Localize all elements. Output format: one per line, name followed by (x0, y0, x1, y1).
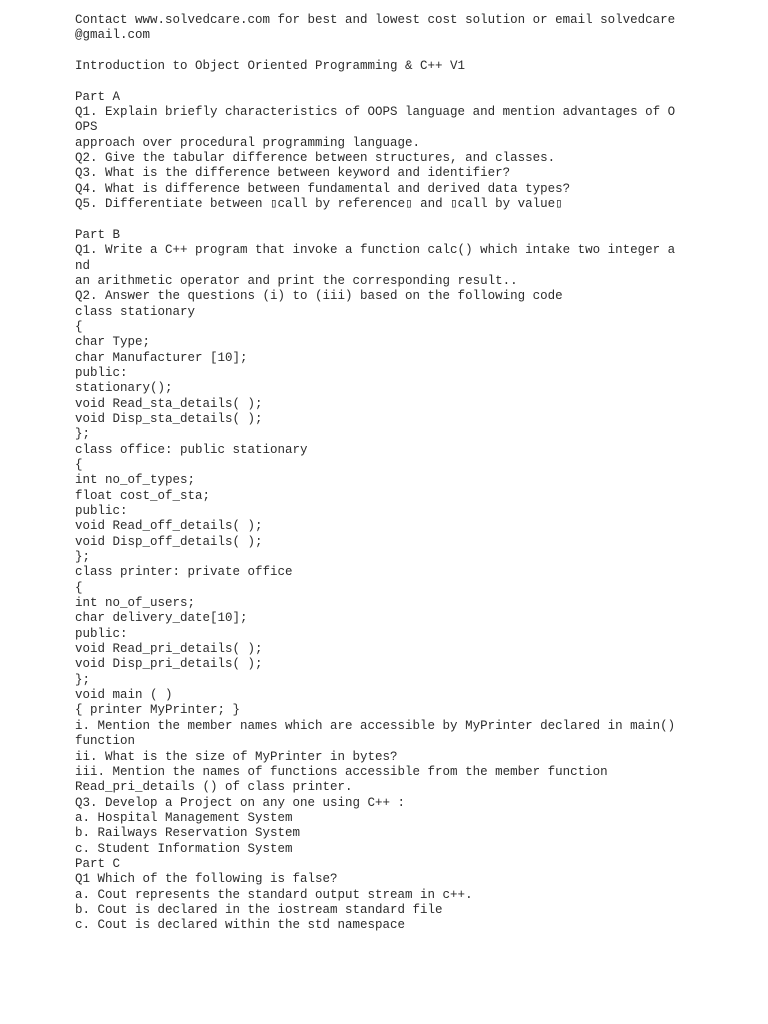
question-line: function (75, 734, 136, 749)
code-line: float cost_of_sta; (75, 488, 211, 503)
question-line: i. Mention the member names which are accessible by MyPrinter declared in main() (75, 718, 676, 733)
code-line: }; (75, 427, 91, 442)
code-line: public: (75, 626, 128, 641)
question-line: an arithmetic operator and print the corresponding result.. (75, 273, 518, 288)
part-a-heading: Part A (75, 89, 121, 104)
code-line: int no_of_users; (75, 596, 196, 611)
question-line: Q5. Differentiate between ▯call by reference▯ and ▯call by value▯ (75, 197, 563, 212)
question-line: ii. What is the size of MyPrinter in bytes? (75, 749, 398, 764)
question-line: Q2. Give the tabular difference between structures, and classes. (75, 151, 556, 166)
code-line: { (75, 319, 83, 334)
document-body (75, 13, 755, 934)
code-line: void Disp_sta_details( ); (75, 411, 263, 426)
blank-line (75, 74, 755, 89)
question-line: iii. Mention the names of functions accessible from the member function (75, 764, 608, 779)
code-line: class stationary (75, 304, 196, 319)
code-line: public: (75, 365, 128, 380)
option-line: b. Railways Reservation System (75, 826, 301, 841)
code-line: }; (75, 550, 91, 565)
code-line: void Read_off_details( ); (75, 519, 263, 534)
code-line: void Disp_pri_details( ); (75, 657, 263, 672)
option-line: c. Student Information System (75, 841, 293, 856)
part-b-heading: Part B (75, 227, 121, 242)
code-line: void Read_sta_details( ); (75, 396, 263, 411)
header-contact-line-cont: @gmail.com (75, 28, 151, 43)
question-line: Q1. Explain briefly characteristics of OOPS language and mention advantages of O (75, 105, 676, 120)
option-line: a. Cout represents the standard output stream in c++. (75, 887, 473, 902)
code-line: int no_of_types; (75, 473, 196, 488)
question-line: Q1 Which of the following is false? (75, 872, 338, 887)
question-line: nd (75, 258, 91, 273)
code-line: public: (75, 504, 128, 518)
code-line: void main ( ) (75, 688, 173, 703)
question-line: Q3. What is the difference between keyword and identifier? (75, 166, 511, 181)
question-line: approach over procedural programming language. (75, 135, 421, 150)
code-line: stationary(); (75, 381, 173, 396)
option-line: a. Hospital Management System (75, 810, 293, 825)
code-line: class office: public stationary (75, 442, 308, 457)
code-line: { (75, 580, 83, 595)
part-c-heading: Part C (75, 856, 121, 871)
header-contact-line: Contact www.solvedcare.com for best and lowest cost solution or email solvedcare (75, 13, 676, 27)
document-title: Introduction to Object Oriented Programming & C++ V1 (75, 59, 466, 74)
question-line: Q4. What is difference between fundamental and derived data types? (75, 181, 571, 196)
blank-line (75, 212, 755, 227)
code-line: void Disp_off_details( ); (75, 534, 263, 549)
question-line: Q3. Develop a Project on any one using C++ : (75, 795, 406, 810)
question-line: Q2. Answer the questions (i) to (iii) based on the following code (75, 289, 563, 304)
code-line: char delivery_date[10]; (75, 611, 248, 626)
code-line: char Type; (75, 335, 151, 350)
code-line: void Read_pri_details( ); (75, 642, 263, 657)
code-line: char Manufacturer [10]; (75, 350, 248, 365)
blank-line (75, 44, 755, 59)
option-line: b. Cout is declared in the iostream standard file (75, 902, 443, 917)
question-line: OPS (75, 120, 98, 135)
option-line: c. Cout is declared within the std namespace (75, 918, 406, 933)
code-line: { (75, 457, 83, 472)
code-line: }; (75, 672, 91, 687)
code-line: { printer MyPrinter; } (75, 703, 241, 718)
code-line: class printer: private office (75, 565, 293, 580)
question-line: Q1. Write a C++ program that invoke a function calc() which intake two integer a (75, 243, 676, 258)
question-line: Read_pri_details () of class printer. (75, 780, 353, 795)
